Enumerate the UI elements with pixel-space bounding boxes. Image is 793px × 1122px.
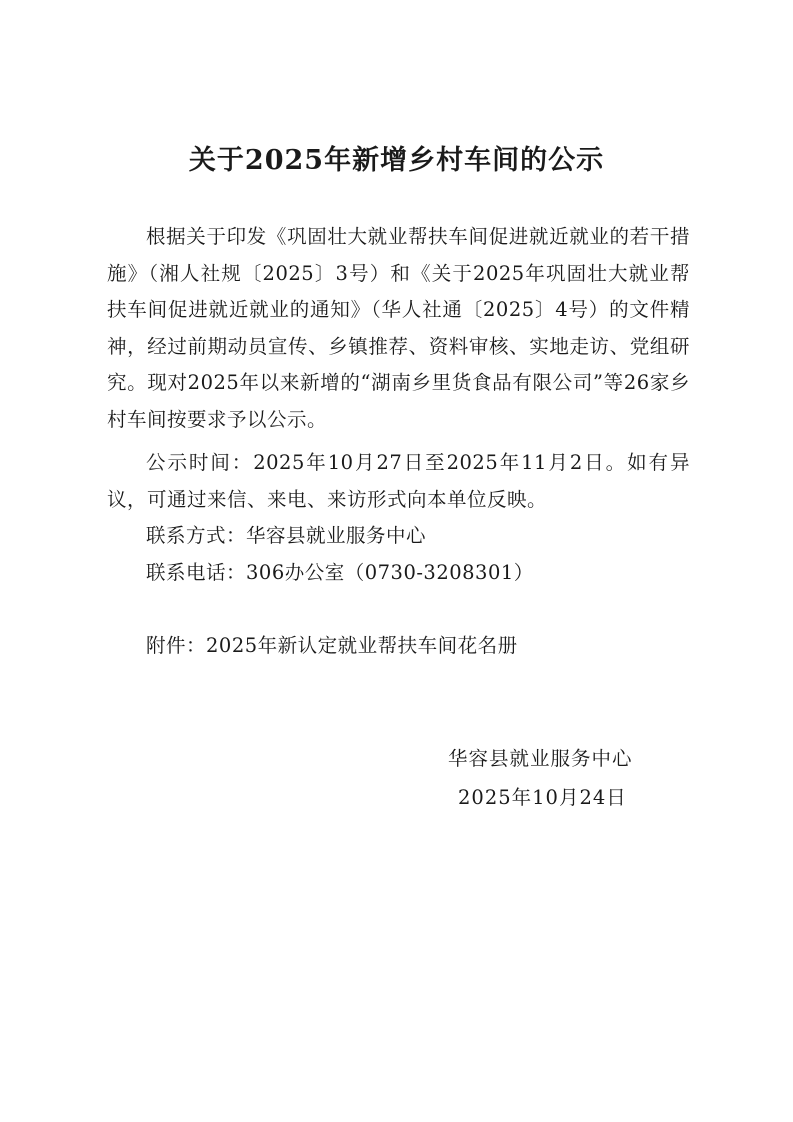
signature-date: 2025年10月24日 <box>458 786 627 809</box>
attachment-line: 附件：2025年新认定就业帮扶车间花名册 <box>146 634 518 657</box>
signature-organization: 华容县就业服务中心 <box>448 747 633 770</box>
document-title: 关于2025年新增乡村车间的公示 <box>188 145 605 176</box>
body-paragraph-intro: 根据关于印发《巩固壮大就业帮扶车间促进就近就业的若干措施》（湘人社规〔2025〕3号）和《关于2025年巩固壮大就业帮扶车间促进就近就业的通知》（华人社通〔2025〕4号）的文件精神，经过前期动员宣传、乡镇推荐、资料审核、实地走访、党组研究。现对2025年以来新增的“湖南乡里货食品有限公司”等26家乡村车间按要求予以公示。 <box>107 225 690 431</box>
contact-method-line: 联系方式：华容县就业服务中心 <box>146 524 427 547</box>
body-paragraph-period: 公示时间：2025年10月27日至2025年11月2日。如有异议，可通过来信、来电、来访形式向本单位反映。 <box>107 451 690 511</box>
contact-phone-line: 联系电话：306办公室（0730-3208301） <box>146 561 534 584</box>
